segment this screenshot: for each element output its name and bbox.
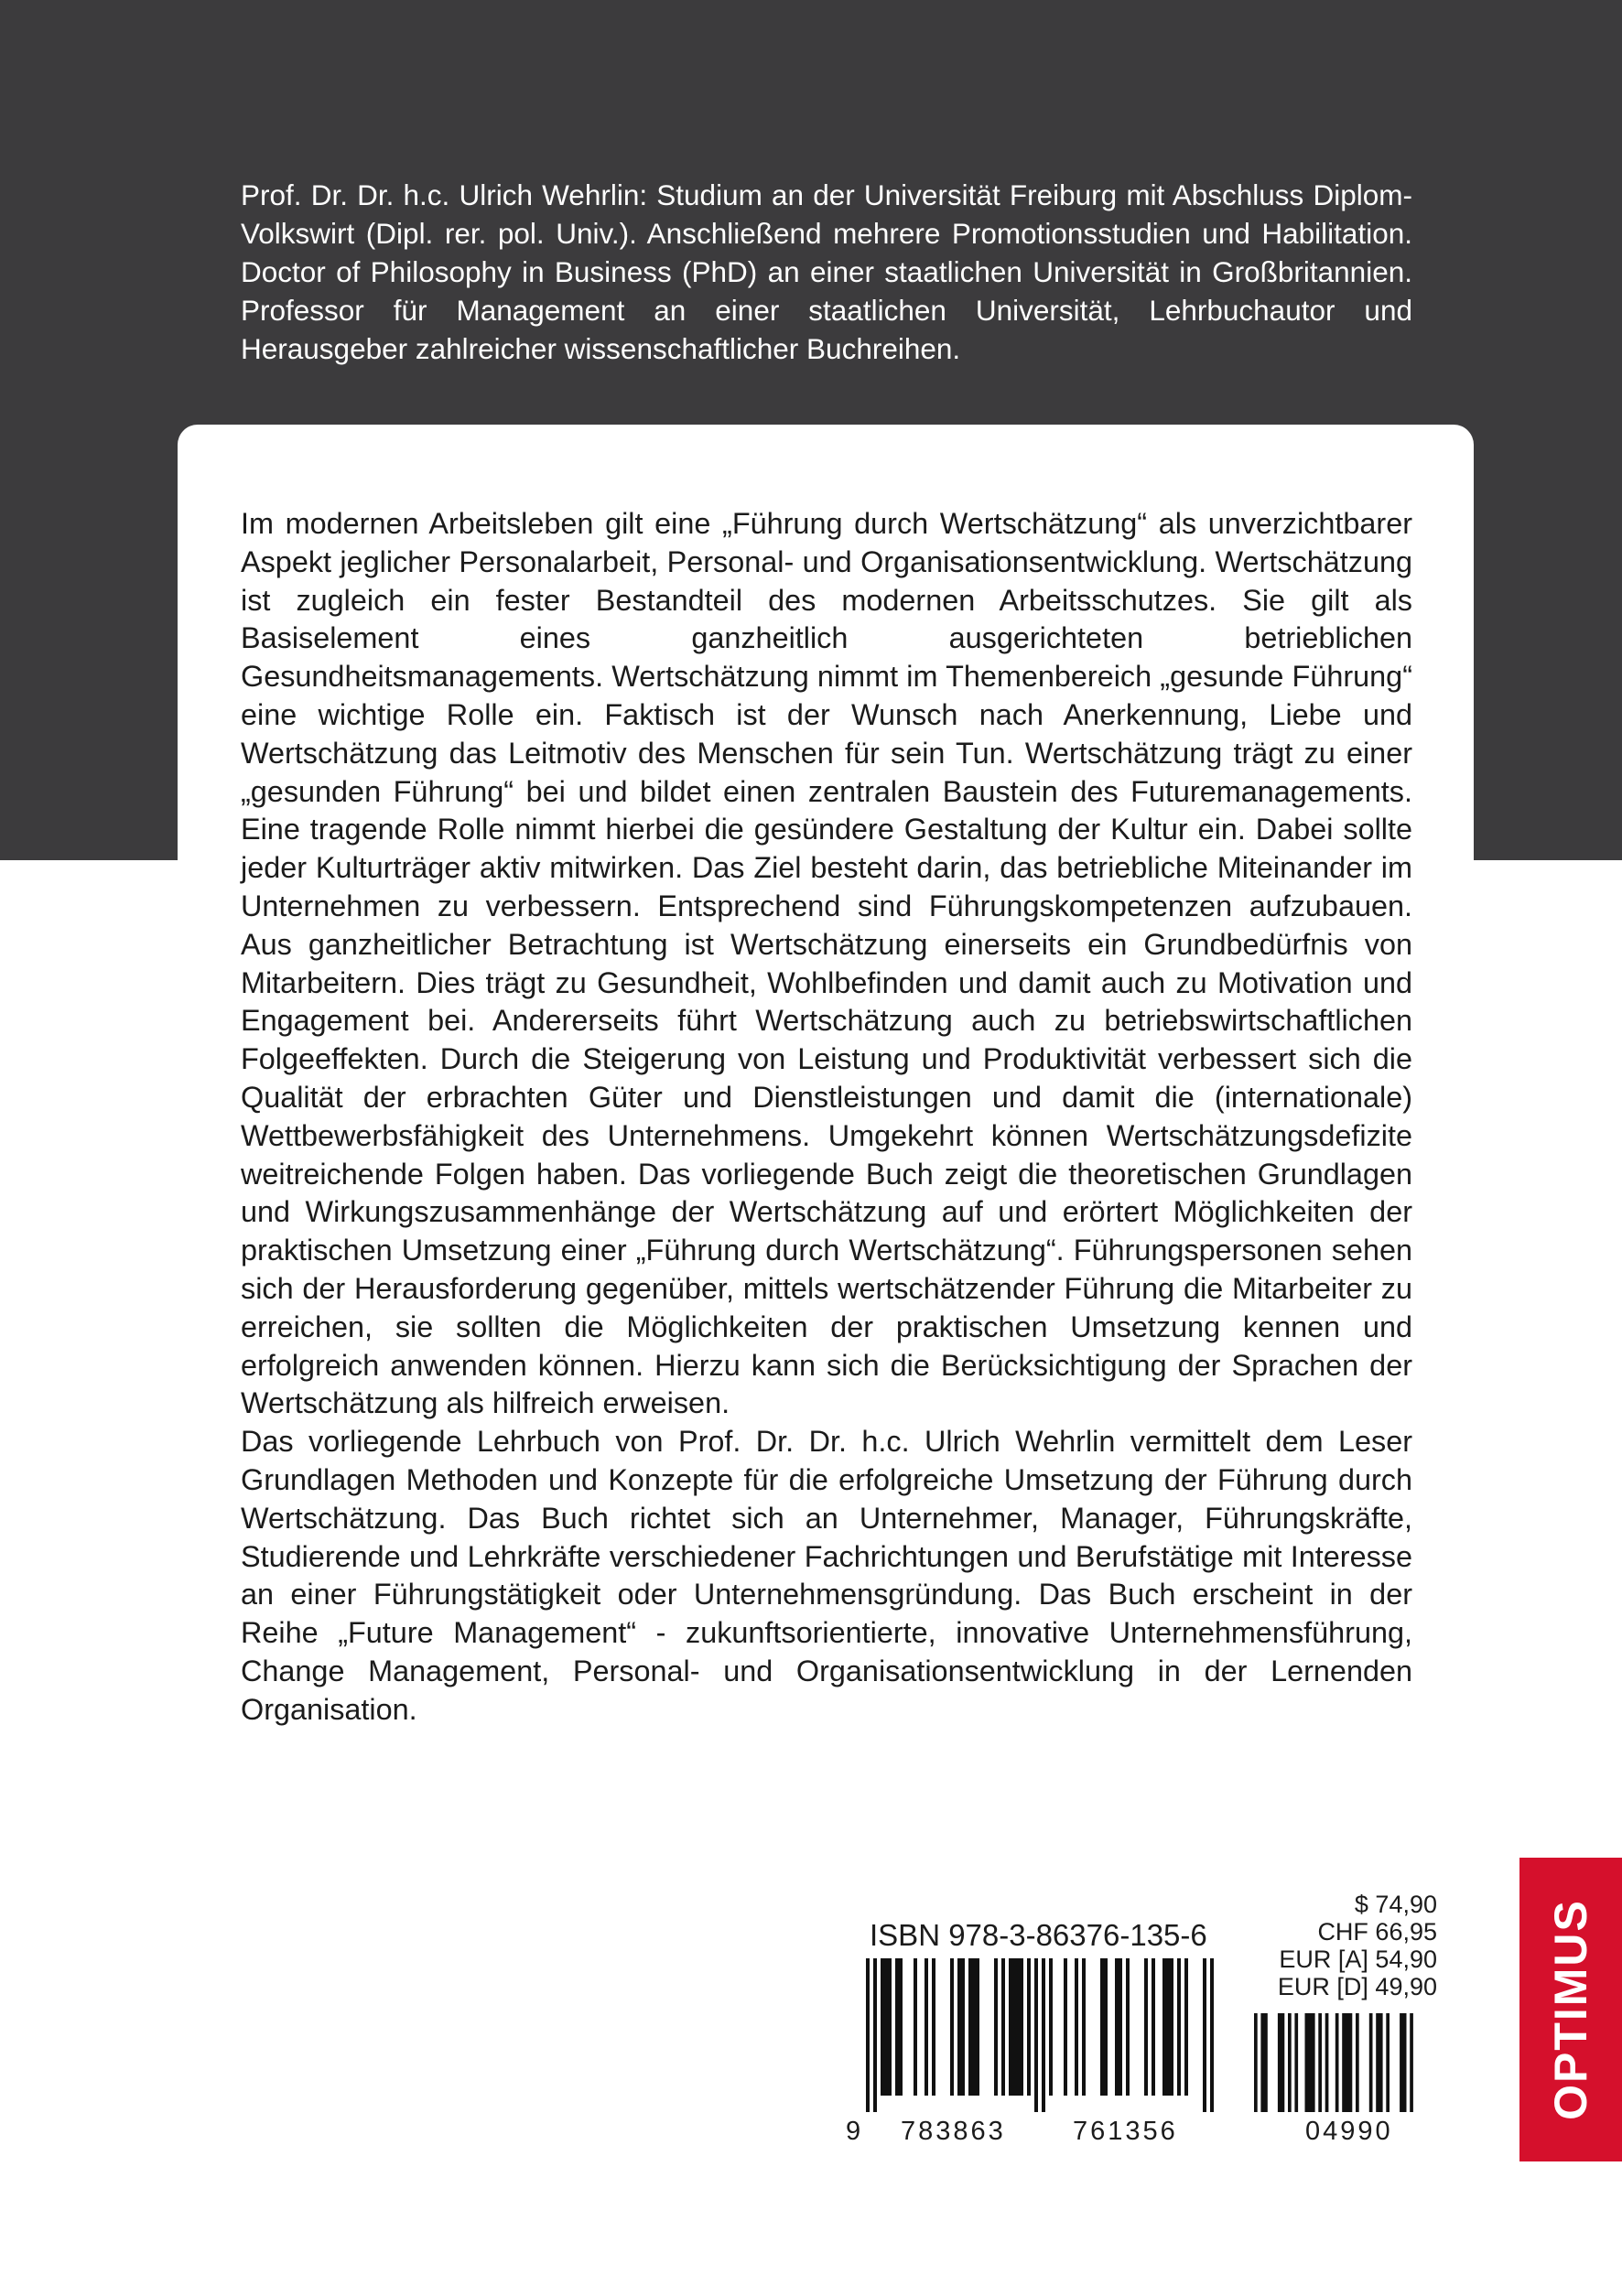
addon-bar xyxy=(1400,2013,1406,2112)
ean13-bar xyxy=(1034,1958,1038,2112)
ean13-bar xyxy=(925,1958,928,2096)
barcode-right-digits: 761356 xyxy=(1073,2117,1178,2146)
ean13-bar xyxy=(895,1958,903,2096)
ean13-bar xyxy=(1184,1958,1188,2096)
barcode-leading-digit: 9 xyxy=(846,2117,861,2146)
addon-bar xyxy=(1342,2013,1352,2112)
price-list xyxy=(1245,1891,1437,2000)
ean13-bar xyxy=(1075,1958,1078,2096)
addon-bar xyxy=(1278,2013,1284,2112)
ean13-bar xyxy=(1210,1958,1214,2112)
price-eur-d: EUR [D] 49,90 xyxy=(1277,1973,1437,2000)
addon-bar xyxy=(1386,2013,1390,2112)
addon-bar xyxy=(1305,2013,1315,2112)
ean13-bar xyxy=(1001,1958,1005,2096)
addon-bar xyxy=(1376,2013,1382,2112)
isbn-label: ISBN 978-3-86376-135-6 xyxy=(870,1918,1207,1952)
ean13-bar xyxy=(1126,1958,1130,2096)
addon-bar xyxy=(1260,2013,1267,2112)
ean13-bar xyxy=(957,1958,965,2096)
addon-bar xyxy=(1294,2013,1298,2112)
ean13-bar xyxy=(914,1958,917,2096)
ean13-bar xyxy=(873,1958,877,2112)
price-addon-barcode xyxy=(1254,2013,1437,2112)
ean13-bar xyxy=(1009,1958,1023,2096)
ean13-bar xyxy=(1082,1958,1086,2096)
ean13-barcode xyxy=(866,1958,1232,2112)
description-paragraph-1: Im modernen Arbeitsleben gilt eine „Führung durch Wertschätzung“ als unverzichtbarer Aspekt jeglicher Personalarbeit, Personal- und Organisationsentwicklung. Wertschätzung ist zugleich ein fester Bestandteil des modernen Arbeitsschutzes. Sie gilt als Basiselement eines ganzheitlich ausgerichteten betrieblichen Gesundheitsmanagements. Wertschätzung nimmt im Themenbereich „gesunde Führung“ eine wichtige Rolle ein. Faktisch ist der Wunsch nach Anerkennung, Liebe und Wertschätzung das Leitmotiv des Menschen für sein Tun. Wertschätzung trägt zu einer „gesunden Führung“ bei und bildet einen zentralen Baustein des Futuremanagements. Eine tragende Rolle nimmt hierbei die gesündere Gestaltung der Kultur ein. Dabei sollte jeder Kulturträger aktiv mitwirken. Das Ziel besteht darin, das betriebliche Miteinander im Unternehmen zu verbessern. Entsprechend sind Führungskompetenzen aufzubauen. Aus ganzheitlicher Betrachtung ist Wertschätzung einerseits ein Grundbedürfnis von Mitarbeitern. Dies trägt zu Gesundheit, Wohlbefinden und damit auch zu Motivation und Engagement bei. Andererseits führt Wertschätzung auch zu betriebswirtschaftlichen Folgeeffekten. Durch die Steigerung von Leistung und Produktivität verbessert sich die Qualität der erbrachten Güter und Dienstleistungen und damit die (internationale) Wettbewerbsfähigkeit des Unternehmens. Umgekehrt können Wertschätzungsdefizite weitreichende Folgen haben. Das vorliegende Buch zeigt die theoretischen Grundlagen und Wirkungszusammenhänge der Wertschätzung auf und erörtert Möglichkeiten der praktischen Umsetzung einer „Führung durch Wertschätzung“. Führungspersonen sehen sich der Herausforderung gegenüber, mittels wertschätzender Führung die Mitarbeiter zu erreichen, sie sollten die Möglichkeiten der praktischen Umsetzung kennen und erfolgreich anwenden können. Hierzu kann sich die Berücksichtigung der Sprachen der Wertschätzung als hilfreich erweisen. xyxy=(241,507,1412,1420)
ean13-bar xyxy=(932,1958,935,2096)
addon-bar xyxy=(1410,2013,1413,2112)
addon-bar xyxy=(1288,2013,1292,2112)
ean13-bar xyxy=(1064,1958,1067,2096)
ean13-bar xyxy=(1115,1958,1122,2096)
ean13-bar xyxy=(1144,1958,1148,2096)
ean13-bar xyxy=(1203,1958,1206,2112)
ean13-bar xyxy=(1162,1958,1173,2096)
price-usd: $ 74,90 xyxy=(1354,1891,1437,1918)
price-chf: CHF 66,95 xyxy=(1317,1918,1437,1946)
publisher-tab xyxy=(1519,1858,1622,2161)
ean13-bar xyxy=(1042,1958,1045,2112)
ean13-bar xyxy=(1152,1958,1155,2096)
addon-digits: 04990 xyxy=(1305,2117,1393,2146)
addon-bar xyxy=(1369,2013,1373,2112)
ean13-bar xyxy=(950,1958,954,2096)
publisher-logo: OPTIMUS xyxy=(1545,1899,1596,2120)
ean13-bar xyxy=(968,1958,979,2096)
ean13-bar xyxy=(866,1958,870,2112)
addon-bar xyxy=(1254,2013,1258,2112)
addon-bar xyxy=(1335,2013,1339,2112)
barcode-left-digits: 783863 xyxy=(901,2117,1006,2146)
author-bio: Prof. Dr. Dr. h.c. Ulrich Wehrlin: Studium an der Universität Freiburg mit Abschluss Diplom-Volkswirt (Dipl. rer. pol. Univ.). Anschließend mehrere Promotionsstudien und Habilitation. Doctor of Philosophy in Business (PhD) an einer staatlichen Universität in Großbritannien. Professor für Management an einer staatlichen Universität, Lehrbuchautor und Herausgeber zahlreicher wissenschaftlicher Buchreihen. xyxy=(241,178,1412,365)
description-paragraph-2: Das vorliegende Lehrbuch von Prof. Dr. Dr. h.c. Ulrich Wehrlin vermittelt dem Leser Grundlagen Methoden und Konzepte für die erfolgreiche Umsetzung der Führung durch Wertschätzung. Das Buch richtet sich an Unternehmer, Manager, Führungskräfte, Studierende und Lehrkräfte verschiedener Fachrichtungen und Berufstätige mit Interesse an einer Führungstätigkeit oder Unternehmensgründung. Das Buch erscheint in der Reihe „Future Management“ - zukunftsorientierte, innovative Unternehmensführung, Change Management, Personal- und Organisationsentwicklung in der Lernenden Organisation. xyxy=(241,1425,1412,1726)
ean13-bar xyxy=(1177,1958,1181,2096)
ean13-bar xyxy=(994,1958,998,2096)
addon-bar xyxy=(1325,2013,1329,2112)
addon-bar xyxy=(1356,2013,1359,2112)
addon-bar xyxy=(1318,2013,1322,2112)
ean13-bar xyxy=(1049,1958,1053,2096)
book-description xyxy=(241,505,1412,1730)
ean13-bar xyxy=(1100,1958,1108,2096)
ean13-bar xyxy=(1027,1958,1031,2096)
price-eur-a: EUR [A] 54,90 xyxy=(1279,1946,1437,1973)
ean13-bar xyxy=(881,1958,892,2096)
